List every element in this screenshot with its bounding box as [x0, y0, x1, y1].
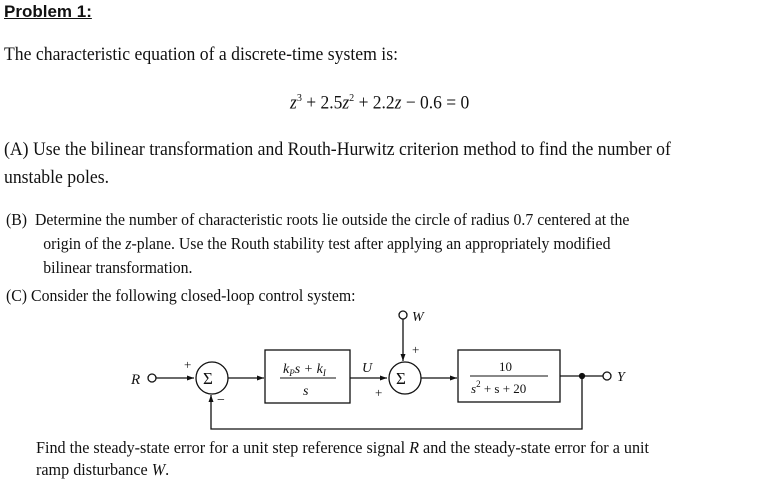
part-b-line3: bilinear transformation. — [43, 258, 193, 277]
sum1-plus: + — [184, 357, 192, 372]
plant-numerator: 10 — [499, 359, 512, 374]
sum1-sigma: Σ — [203, 369, 213, 388]
eq-term: z — [342, 92, 350, 114]
r-variable: R — [409, 438, 419, 457]
label-r: R — [131, 372, 141, 388]
text: and the steady-state error for a unit — [418, 438, 650, 457]
w-variable: W — [151, 460, 166, 479]
eq-term: z — [394, 92, 402, 114]
part-b-label: (B) — [6, 210, 28, 229]
part-a-line1: (A) Use the bilinear transformation and Routh-Hurwitz criterion method to find the number of — [4, 139, 671, 160]
plant-denominator: $s^2 + s + 20$ — [471, 379, 527, 396]
label-y: Y — [617, 370, 625, 385]
eq-term: z — [290, 92, 297, 114]
part-b-line1: Determine the number of characteristic roots lie outside the circle of radius 0.7 centered at the — [34, 210, 630, 229]
eq-term: + 2.5 — [301, 92, 343, 114]
text: -plane. Use the Routh stability test after applying an appropriately modified — [131, 234, 611, 253]
text: origin of the — [43, 234, 126, 253]
eq-exponent: 2 — [349, 92, 355, 104]
part-c-intro: (C) Consider the following closed-loop control system: — [6, 286, 356, 305]
controller-numerator: $k_Ps + k_I$ — [283, 362, 326, 378]
text: . — [165, 460, 170, 479]
intro-text: The characteristic equation of a discrete-time system is: — [4, 44, 398, 65]
problem-title: Problem 1: — [4, 2, 92, 21]
sum2-plus-top: + — [412, 342, 420, 357]
z-variable: z — [125, 234, 132, 253]
sum2-plus-left: + — [375, 385, 383, 400]
label-u: U — [362, 361, 373, 376]
sum2-sigma: Σ — [396, 369, 406, 388]
part-a-line2: unstable poles. — [4, 167, 110, 188]
part-c-question — [36, 437, 649, 481]
eq-term: + 2.2 — [354, 92, 395, 114]
label-w: W — [412, 310, 424, 325]
output-terminal-y — [603, 372, 611, 380]
text: ramp disturbance — [36, 460, 152, 479]
disturbance-terminal-w — [399, 311, 407, 319]
input-terminal-r — [148, 374, 156, 382]
controller-denominator: s — [303, 384, 309, 399]
eq-exponent: 3 — [296, 92, 302, 104]
text: Find the steady-state error for a unit step reference signal — [36, 438, 410, 457]
sum1-minus: − — [217, 393, 225, 408]
eq-term: − 0.6 = 0 — [401, 92, 470, 114]
